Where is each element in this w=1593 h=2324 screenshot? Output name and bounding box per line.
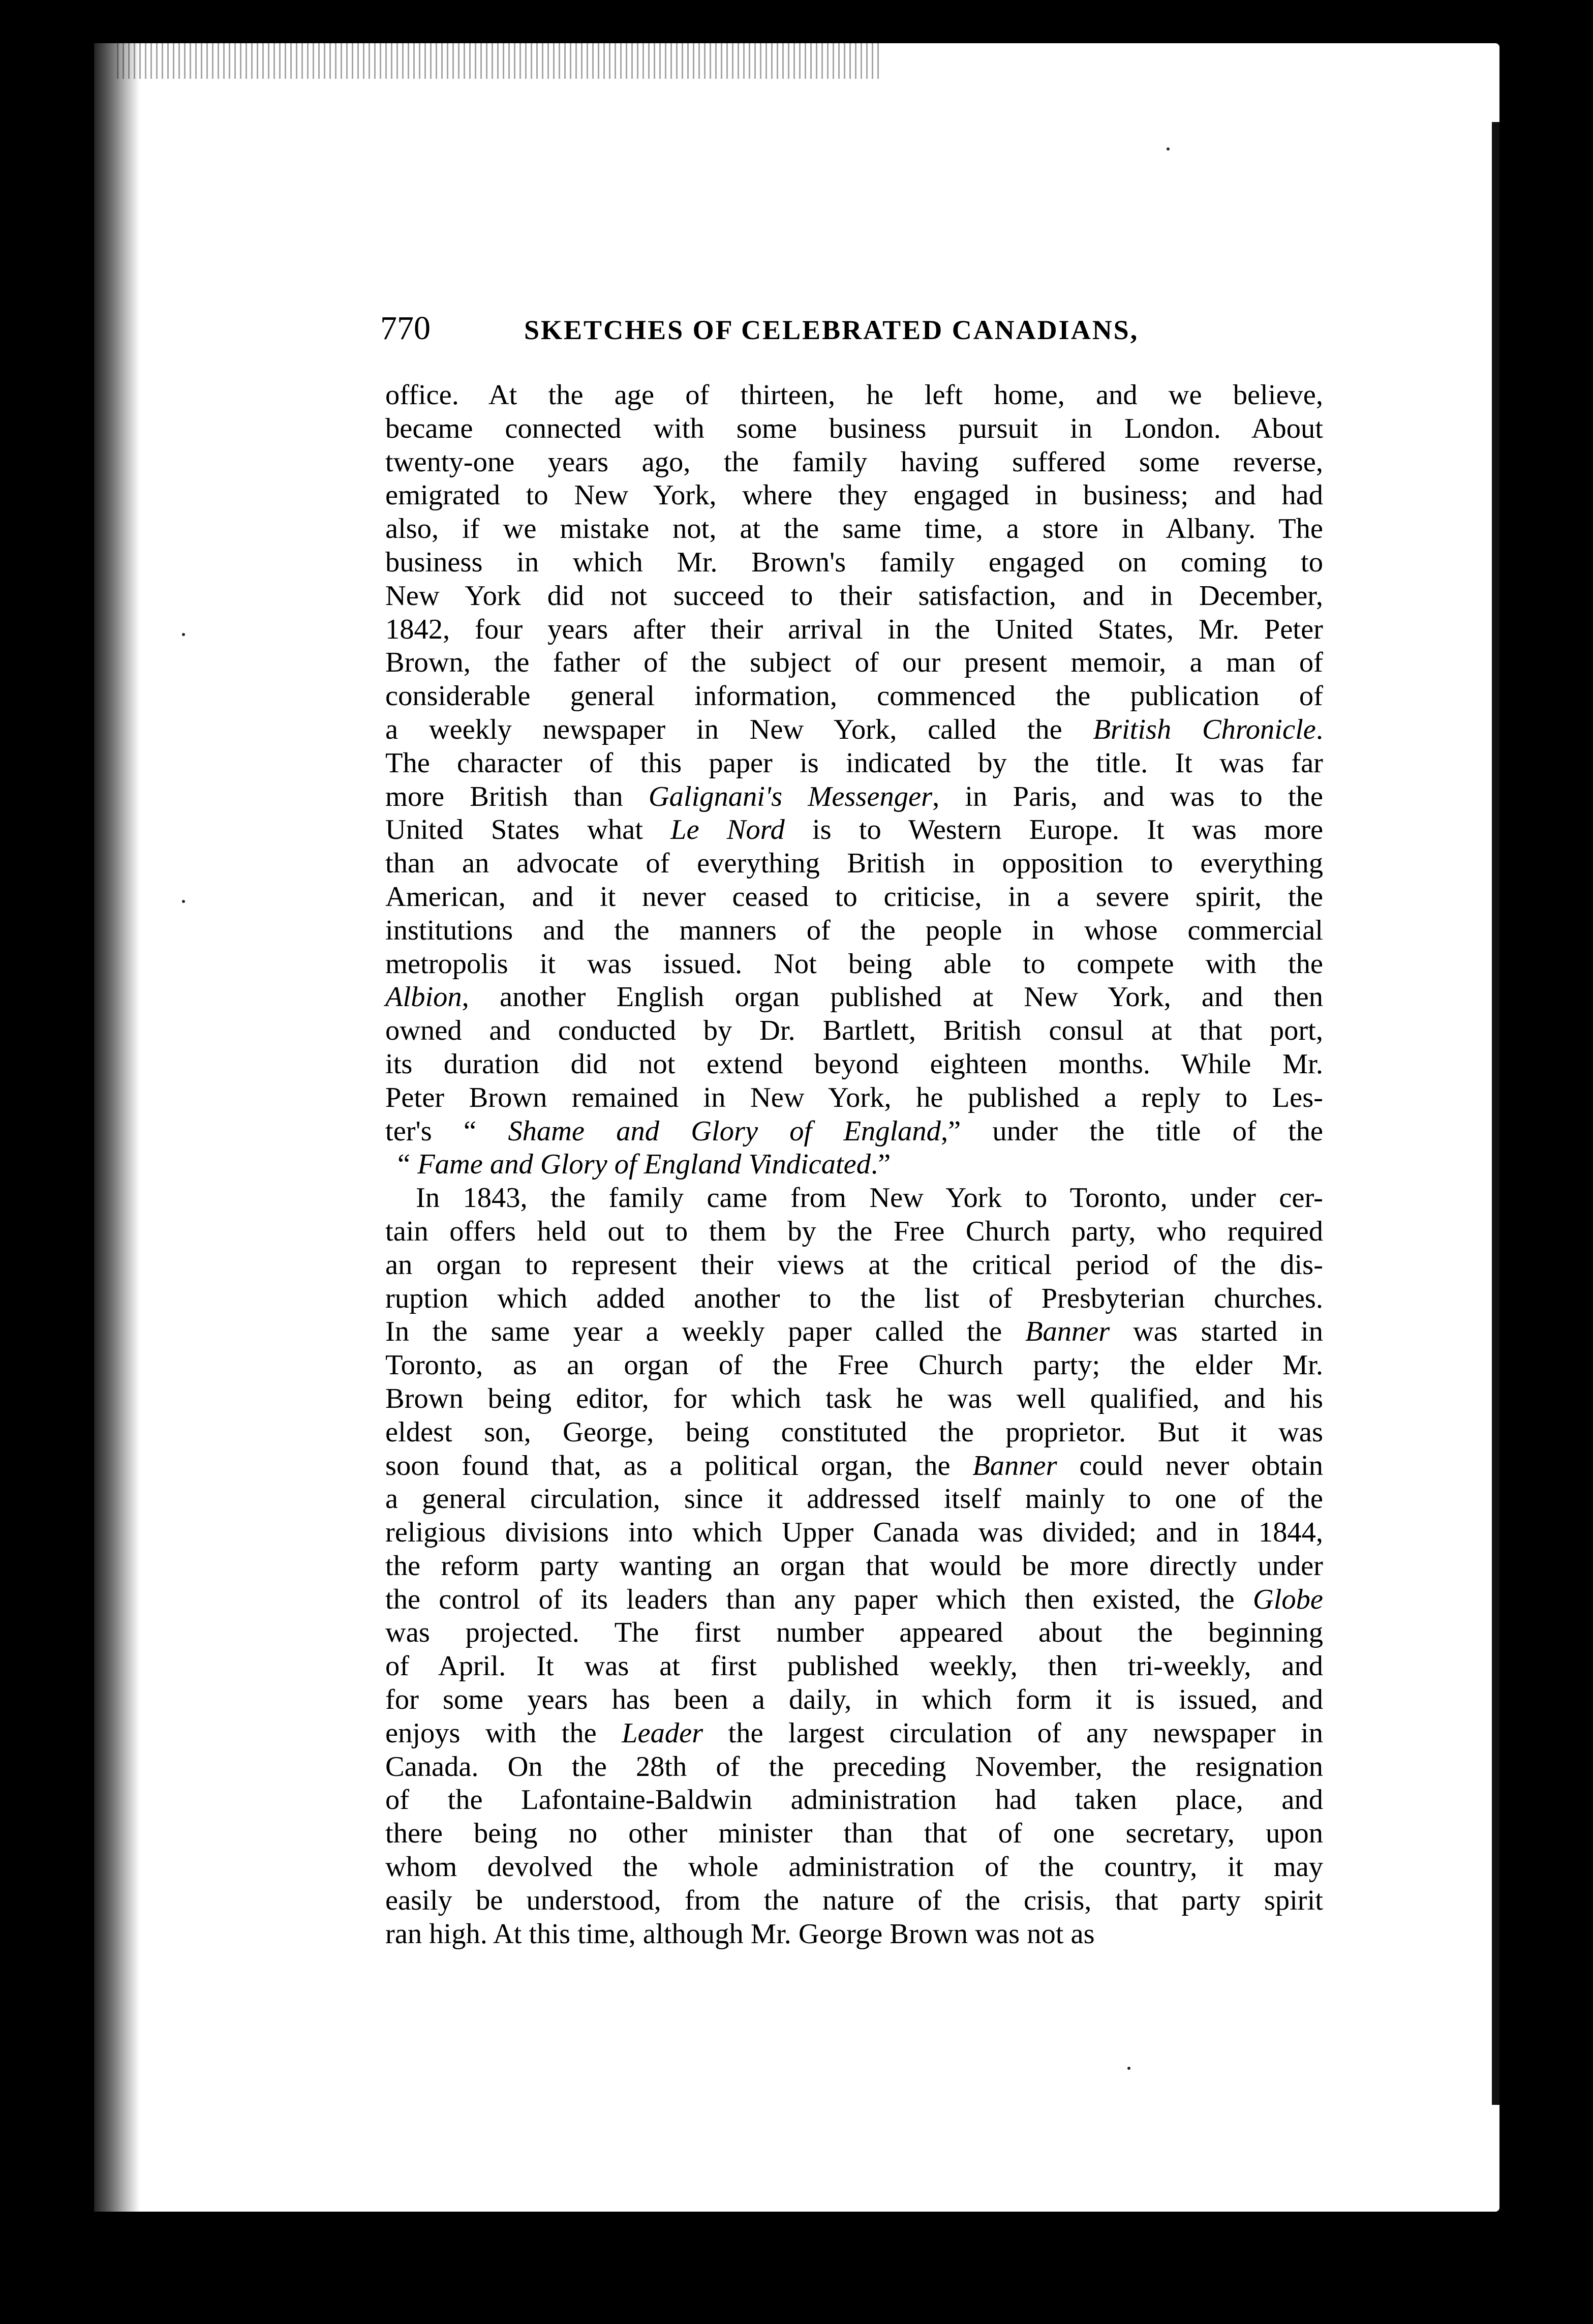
text-segment: enjoys with the [385,1717,622,1749]
text-segment: soon found that, as a political organ, the [385,1450,973,1482]
text-segment: was projected. The first number appeared about the beginning [385,1617,1323,1649]
text-segment: 1842, four years after their arrival in the United States, Mr. Peter [385,613,1323,645]
text-line [385,914,1323,948]
text-line [385,1650,1323,1683]
text-segment: of April. It was at first published weekly, then tri-weekly, and [385,1650,1323,1682]
italic-title: British Chronicle [1093,713,1316,745]
text-segment: a general circulation, since it addressed itself mainly to one of the [385,1483,1323,1515]
text-segment: In the same year a weekly paper called the [385,1316,1025,1348]
text-line [385,813,1323,847]
italic-title: Banner [972,1450,1057,1482]
text-line [385,1683,1323,1717]
text-line [385,1750,1323,1784]
text-segment: for some years has been a daily, in which form it is issued, and [385,1684,1323,1716]
text-line [385,981,1323,1014]
text-line [385,680,1323,713]
text-segment: also, if we mistake not, at the same time, a store in Albany. The [385,513,1323,545]
text-segment: United States what [385,814,671,846]
text-line [385,1583,1323,1617]
text-segment: eldest son, George, being constituted the proprietor. But it was [385,1416,1323,1448]
text-segment: a weekly newspaper in New York, called the [385,713,1093,745]
text-segment: business in which Mr. Brown's family engaged on coming to [385,546,1323,578]
page-number: 770 [380,310,431,347]
text-line [385,580,1323,613]
text-line [385,948,1323,981]
italic-title: Galignani's Messenger [648,780,933,812]
text-line [385,1550,1323,1583]
text-line [385,1081,1323,1115]
text-line [385,1048,1323,1081]
text-line [385,1817,1323,1851]
text-line [385,847,1323,881]
scan-border-right [1499,41,1593,2227]
text-line [385,747,1323,780]
text-line [385,1884,1323,1918]
text-line [385,1450,1323,1483]
text-line [385,479,1323,512]
scan-speck [1167,147,1170,150]
text-segment: New York did not succeed to their satisfaction, and in December, [385,580,1323,612]
text-segment: .” [871,1149,891,1181]
text-segment: institutions and the manners of the people in whose commercial [385,914,1323,946]
text-segment: ruption which added another to the list of Presbyterian churches. [385,1282,1323,1314]
text-segment: owned and conducted by Dr. Bartlett, British consul at that port, [385,1015,1323,1047]
text-segment: the largest circulation of any newspaper in [703,1717,1323,1749]
text-segment: . [1315,713,1323,745]
italic-title: Le Nord [670,814,785,846]
text-line [385,1483,1323,1516]
text-segment: , another English organ published at New York, and then [462,981,1323,1013]
italic-title: Albion [385,981,462,1013]
text-line [385,412,1323,446]
text-line [385,1382,1323,1416]
text-line [385,1784,1323,1817]
text-segment: twenty-one years ago, the family having suffered some reverse, [385,446,1323,478]
text-segment: religious divisions into which Upper Canada was divided; and in 1844, [385,1517,1323,1549]
text-segment: easily be understood, from the nature of the crisis, that party spirit [385,1884,1323,1916]
text-segment: there being no other minister than that of one secretary, upon [385,1818,1323,1850]
text-segment: the reform party wanting an organ that would be more directly under [385,1550,1323,1582]
text-line [385,379,1323,412]
text-segment: Brown being editor, for which task he was well qualified, and his [385,1382,1323,1414]
text-segment: could never obtain [1057,1450,1323,1482]
body-text [385,379,1323,1951]
text-line [385,1182,1323,1215]
text-segment: more British than [385,780,649,812]
text-segment: was started in [1110,1316,1323,1348]
italic-title: Banner [1025,1316,1110,1348]
text-segment: American, and it never ceased to criticise, in a severe spirit, the [385,881,1323,913]
running-title: SKETCHES OF CELEBRATED CANADIANS, [524,315,1139,345]
text-segment: metropolis it was issued. Not being able to compete with the [385,948,1323,980]
text-line [385,1851,1323,1884]
italic-title: Leader [622,1717,703,1749]
text-line [385,546,1323,580]
text-segment: tain offers held out to them by the Free Church party, who required [385,1215,1323,1247]
text-line [385,1349,1323,1382]
text-line [385,512,1323,546]
text-segment: “ [397,1149,418,1181]
text-line [385,1249,1323,1282]
text-segment: of the Lafontaine-Baldwin administration had taken place, and [385,1784,1323,1816]
text-line [385,1215,1323,1249]
text-line [385,1315,1323,1349]
text-line [385,780,1323,814]
text-segment: office. At the age of thirteen, he left home, and we believe, [385,379,1323,411]
binding-gutter-shadow [94,43,140,2212]
text-segment: became connected with some business pursuit in London. About [385,412,1323,444]
italic-title: Globe [1252,1583,1323,1615]
text-line [385,1014,1323,1048]
text-segment: Toronto, as an organ of the Free Church party; the elder Mr. [385,1349,1323,1381]
text-segment: is to Western Europe. It was more [784,814,1324,846]
italic-title: Shame and Glory of England [508,1115,941,1147]
italic-title: Fame and Glory of England Vindicated [417,1149,871,1181]
text-segment: considerable general information, commenced the publication of [385,680,1323,712]
text-line [385,1616,1323,1650]
text-line [385,1115,1323,1149]
text-segment: an organ to represent their views at the critical period of the dis- [385,1249,1323,1281]
text-line [385,1717,1323,1750]
text-segment: ter's “ [385,1115,508,1147]
text-line [385,613,1323,647]
text-line [385,1416,1323,1450]
text-segment: than an advocate of everything British in opposition to everything [385,848,1323,880]
scan-noise-top [117,43,879,79]
text-segment: ,” under the title of the [940,1115,1324,1147]
text-line [385,1918,1323,1951]
scan-speck [1127,2067,1130,2070]
scan-speck [182,633,185,636]
text-segment: its duration did not extend beyond eighteen months. While Mr. [385,1048,1323,1080]
text-segment: Canada. On the 28th of the preceding November, the resignation [385,1750,1323,1783]
text-line [385,646,1323,680]
text-segment: ran high. At this time, although Mr. George Brown was not as [385,1918,1095,1950]
text-line [385,1516,1323,1550]
text-segment: the control of its leaders than any paper which then existed, the [385,1583,1253,1615]
text-line [385,1282,1323,1316]
text-line [385,1148,1323,1182]
text-segment: , in Paris, and was to the [932,780,1323,812]
text-line [385,446,1323,479]
text-segment: The character of this paper is indicated by the title. It was far [385,747,1323,779]
text-segment: Peter Brown remained in New York, he published a reply to Les- [385,1081,1323,1113]
text-segment: whom devolved the whole administration of the country, it may [385,1851,1323,1883]
text-segment: In 1843, the family came from New York to Toronto, under cer- [416,1182,1323,1214]
page-header [380,309,1148,355]
scan-speck [182,900,185,903]
text-segment: Brown, the father of the subject of our present memoir, a man of [385,647,1323,679]
text-line [385,881,1323,914]
text-segment: emigrated to New York, where they engaged in business; and had [385,479,1323,511]
text-line [385,713,1323,747]
